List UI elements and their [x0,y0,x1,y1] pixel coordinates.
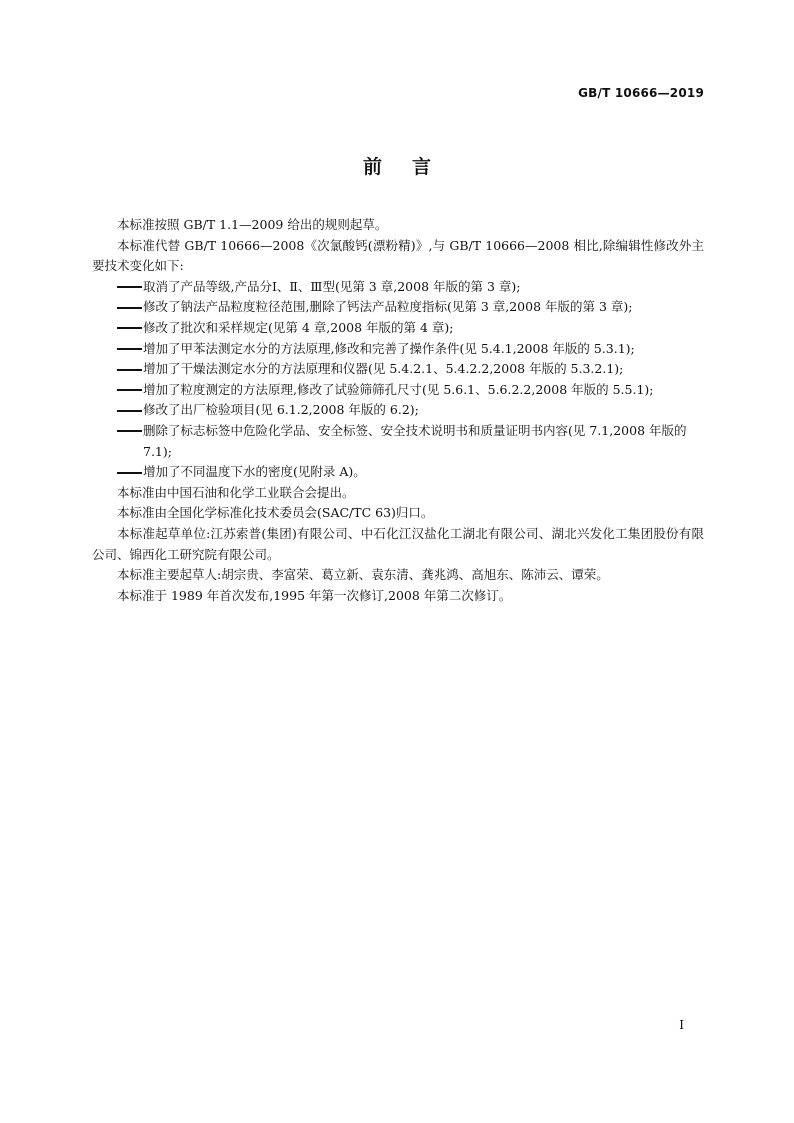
committee-paragraph: 本标准由全国化学标准化技术委员会(SAC/TC 63)归口。 [117,505,434,521]
change-item-text: 删除了标志标签中危险化学品、安全标签、安全技术说明书和质量证明书内容(见 7.1,2008 年版的 7.1); [143,422,687,459]
change-item [92,380,704,401]
change-item-text: 修改了出厂检验项目(见 6.1.2,2008 年版的 6.2); [143,402,419,418]
change-item [92,400,704,421]
em-dash-icon [117,303,143,313]
em-dash-icon [117,365,143,375]
change-item-text: 增加了干燥法测定水分的方法原理和仪器(见 5.4.2.1、5.4.2.2,2008 年版的 5.3.2.1); [143,361,624,377]
change-item-text: 修改了批次和采样规定(见第 4 章,2008 年版的第 4 章); [143,319,454,335]
change-item [92,462,704,483]
drafting-units-paragraph: 本标准起草单位:江苏索普(集团)有限公司、中石化江汉盐化工湖北有限公司、湖北兴发化工集团股份有限公司、锦西化工研究院有限公司。 [92,525,704,562]
drafters-paragraph: 本标准主要起草人:胡宗贵、李富荣、葛立新、袁东清、龚兆鸿、高旭东、陈沛云、谭荣。 [117,567,609,583]
em-dash-icon [117,323,143,333]
change-item [92,297,704,318]
change-item [92,277,704,298]
section-title: 前言 [362,156,461,178]
em-dash-icon [117,468,143,478]
change-item [92,421,704,462]
change-item [92,318,704,339]
page-number: I [679,1018,684,1032]
drafting-rules-paragraph: 本标准按照 GB/T 1.1—2009 给出的规则起草。 [117,217,388,232]
change-item [92,339,704,360]
em-dash-icon [117,385,143,395]
em-dash-icon [117,426,143,436]
change-item [92,359,704,380]
em-dash-icon [117,282,143,292]
standard-number: GB/T 10666—2019 [578,86,704,100]
change-item-text: 修改了钠法产品粒度粒径范围,删除了钙法产品粒度指标(见第 3 章,2008 年版的第 3 章); [143,299,633,315]
replacement-paragraph: 本标准代替 GB/T 10666—2008《次氯酸钙(漂粉精)》,与 GB/T 10666—2008 相比,除编辑性修改外主要技术变化如下: [92,237,704,274]
em-dash-icon [117,406,143,416]
change-item-text: 增加了甲苯法测定水分的方法原理,修改和完善了操作条件(见 5.4.1,2008 年版的 5.3.1); [143,340,635,356]
change-item-text: 增加了粒度测定的方法原理,修改了试验筛筛孔尺寸(见 5.6.1、5.6.2.2,2008 年版的 5.5.1); [143,381,654,397]
change-item-text: 取消了产品等级,产品分Ⅰ、Ⅱ、Ⅲ型(见第 3 章,2008 年版的第 3 章); [143,278,521,294]
change-item-text: 增加了不同温度下水的密度(见附录 A)。 [143,464,366,480]
history-paragraph: 本标准于 1989 年首次发布,1995 年第一次修订,2008 年第二次修订。 [117,587,512,603]
foreword-body [92,215,704,606]
em-dash-icon [117,344,143,354]
proposer-paragraph: 本标准由中国石油和化学工业联合会提出。 [117,484,355,500]
